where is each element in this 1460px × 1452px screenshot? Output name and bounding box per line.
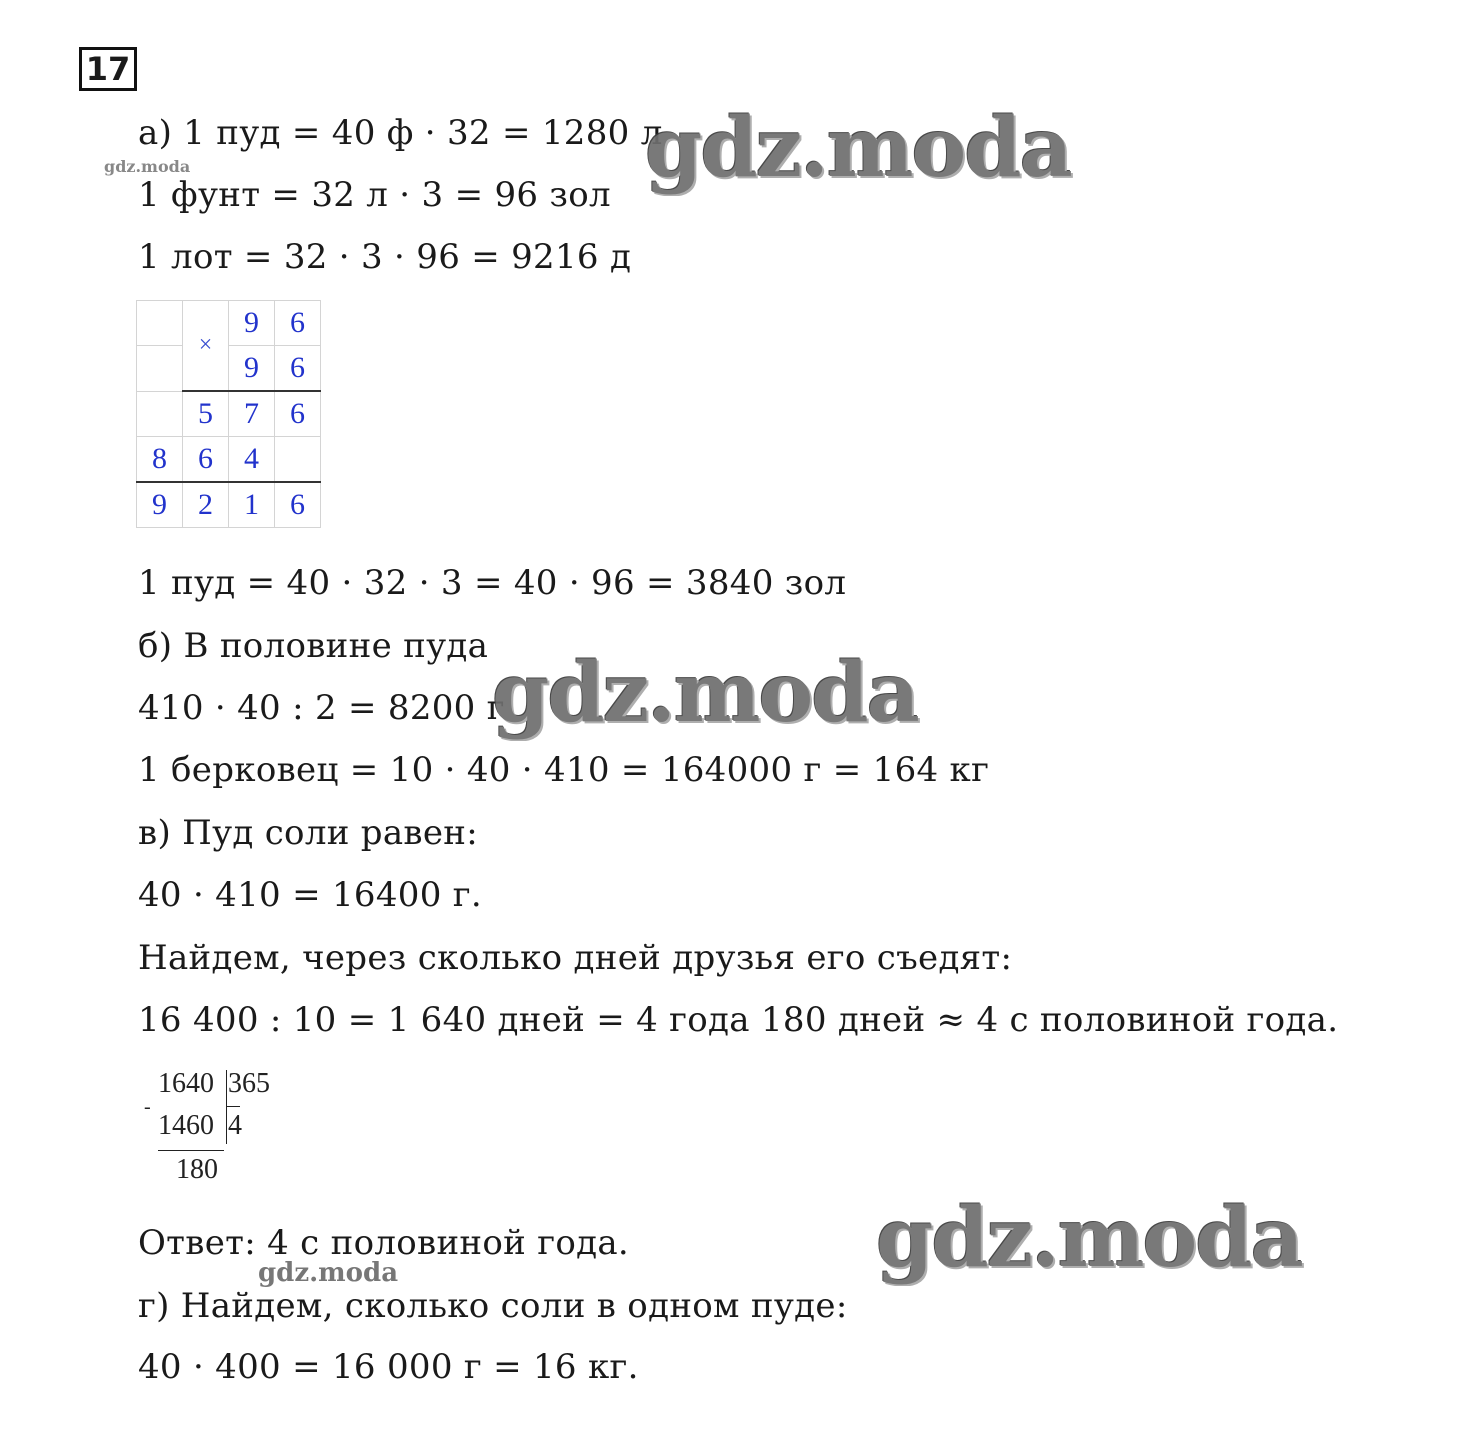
grid-cell: 2 [183,482,229,528]
division-remainder: 180 [176,1154,218,1185]
watermark-small: gdz.moda [104,157,191,176]
grid-cell: 6 [275,482,321,528]
grid-cell [137,391,183,437]
grid-cell [275,437,321,483]
grid-row [137,482,321,528]
task-number-box: 17 [79,47,137,91]
grid-cell: 9 [229,346,275,392]
part-g-line-1: г) Найдем, сколько соли в одном пуде: [138,1286,848,1326]
part-v-line-3: Найдем, через сколько дней друзья его съедят: [138,938,1013,978]
part-a-line-2: 1 фунт = 32 л · 3 = 96 зол [138,175,611,215]
grid-cell: 9 [137,482,183,528]
part-g-line-2: 40 · 400 = 16 000 г = 16 кг. [138,1347,639,1387]
division-vertical-line [226,1070,227,1144]
part-b-line-1: б) В половине пуда [138,626,489,666]
part-b-line-2: 410 · 40 : 2 = 8200 г [138,688,505,728]
grid-row [137,301,321,346]
division-divisor: 365 [228,1068,270,1099]
grid-cell: 8 [137,437,183,483]
grid-cell: 6 [183,437,229,483]
multiplication-grid [136,300,321,528]
grid-cell [137,301,183,346]
watermark-large: gdz.moda [645,100,1071,196]
answer-line: Ответ: 4 с половиной года. [138,1223,630,1263]
division-quotient-line [226,1106,240,1107]
part-v-line-2: 40 · 410 = 16400 г. [138,875,482,915]
long-division [140,1066,300,1196]
division-minus-sign: - [144,1096,151,1118]
grid-row [137,346,321,392]
grid-cell: 9 [229,301,275,346]
part-a-line-1: а) 1 пуд = 40 ф · 32 = 1280 л [138,113,663,153]
part-a-line-3: 1 лот = 32 · 3 · 96 = 9216 д [138,237,632,277]
grid-row [137,437,321,483]
division-quotient: 4 [228,1110,242,1141]
grid-cell: 4 [229,437,275,483]
division-subtrahend: 1460 [158,1110,214,1141]
grid-cell: 5 [183,391,229,437]
multiply-sign: × [183,301,229,392]
part-a-line-4: 1 пуд = 40 · 32 · 3 = 40 · 96 = 3840 зол [138,563,847,603]
watermark-medium: gdz.moda [258,1258,399,1288]
division-dividend: 1640 [158,1068,214,1099]
watermark-large: gdz.moda [876,1190,1302,1286]
watermark-large: gdz.moda [492,645,918,741]
grid-cell: 7 [229,391,275,437]
part-b-line-3: 1 берковец = 10 · 40 · 410 = 164000 г = 164 кг [138,750,990,790]
grid-cell: 1 [229,482,275,528]
grid-cell: 6 [275,301,321,346]
division-result-line [158,1150,224,1151]
grid-cell [137,346,183,392]
grid-cell: 6 [275,391,321,437]
part-v-line-1: в) Пуд соли равен: [138,813,479,853]
grid-row [137,391,321,437]
part-v-line-4: 16 400 : 10 = 1 640 дней = 4 года 180 дней ≈ 4 с половиной года. [138,1000,1339,1040]
grid-cell: 6 [275,346,321,392]
